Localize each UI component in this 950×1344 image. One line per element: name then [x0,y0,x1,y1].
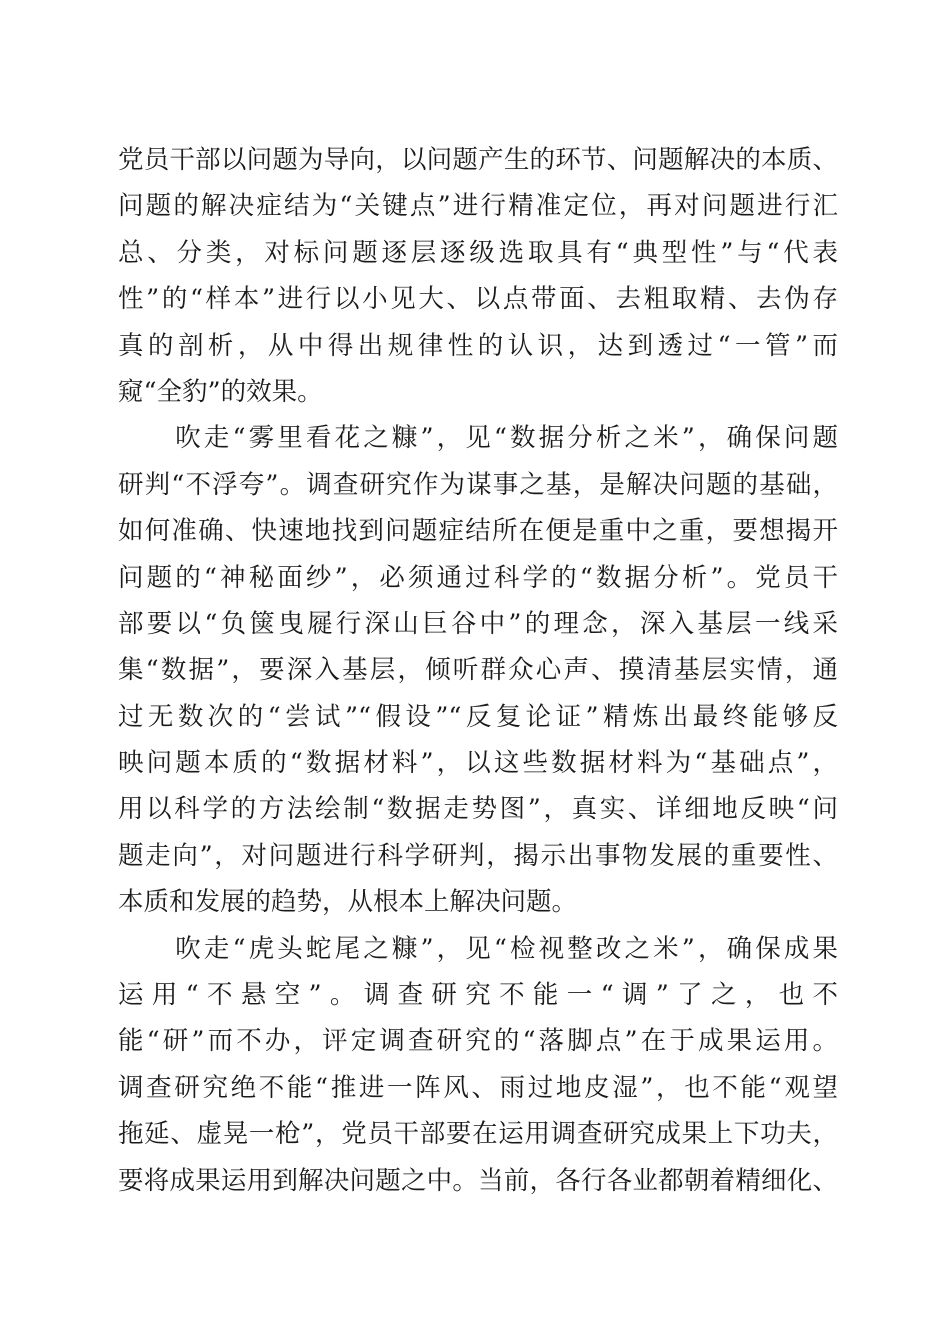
text-line: 总、分类，对标问题逐层逐级选取具有“典型性”与“代表 [118,237,838,268]
text-line: 如何准确、快速地找到问题症结所在便是重中之重，要想揭开 [118,516,838,547]
text-line: 真的剖析，从中得出规律性的认识，达到透过“一管”而 [118,330,838,361]
text-line: 拖延、虚晃一枪”，党员干部要在运用调查研究成果上下功夫， [118,1119,838,1150]
text-line: 要将成果运用到解决问题之中。当前，各行各业都朝着精细化、 [118,1165,838,1196]
text-line: 党员干部以问题为导向，以问题产生的环节、问题解决的本质、 [118,145,838,175]
text-line: 运用“不悬空”。调查研究不能一“调”了之，也不 [118,980,838,1011]
text-line: 吹走“雾里看花之糠”，见“数据分析之米”，确保问题 [118,423,838,454]
text-line: 调查研究绝不能“推进一阵风、雨过地皮湿”，也不能“观望 [118,1072,838,1103]
text-line: 研判“不浮夸”。调查研究作为谋事之基，是解决问题的基础， [118,469,838,500]
text-line: 性”的“样本”进行以小见大、以点带面、去粗取精、去伪存 [118,284,838,315]
text-line: 吹走“虎头蛇尾之糠”，见“检视整改之米”，确保成果 [118,933,838,964]
text-line: 窥“全豹”的效果。 [118,376,323,407]
text-line: 题走向”，对问题进行科学研判，揭示出事物发展的重要性、 [118,840,838,871]
text-line: 过无数次的“尝试”“假设”“反复论证”精炼出最终能够反 [118,701,838,732]
text-line: 问题的“神秘面纱”，必须通过科学的“数据分析”。党员干 [118,562,838,593]
body-text [118,137,838,1204]
text-line: 本质和发展的趋势，从根本上解决问题。 [118,887,578,918]
text-line: 能“研”而不办，评定调查研究的“落脚点”在于成果运用。 [118,1026,838,1057]
text-line: 映问题本质的“数据材料”，以这些数据材料为“基础点”， [118,748,838,779]
text-line: 部要以“负箧曳屣行深山巨谷中”的理念，深入基层一线采 [118,608,838,639]
text-line: 问题的解决症结为“关键点”进行精准定位，再对问题进行汇 [118,191,838,222]
text-line: 集“数据”，要深入基层，倾听群众心声、摸清基层实情，通 [118,655,838,686]
text-line: 用以科学的方法绘制“数据走势图”，真实、详细地反映“问 [118,794,838,825]
